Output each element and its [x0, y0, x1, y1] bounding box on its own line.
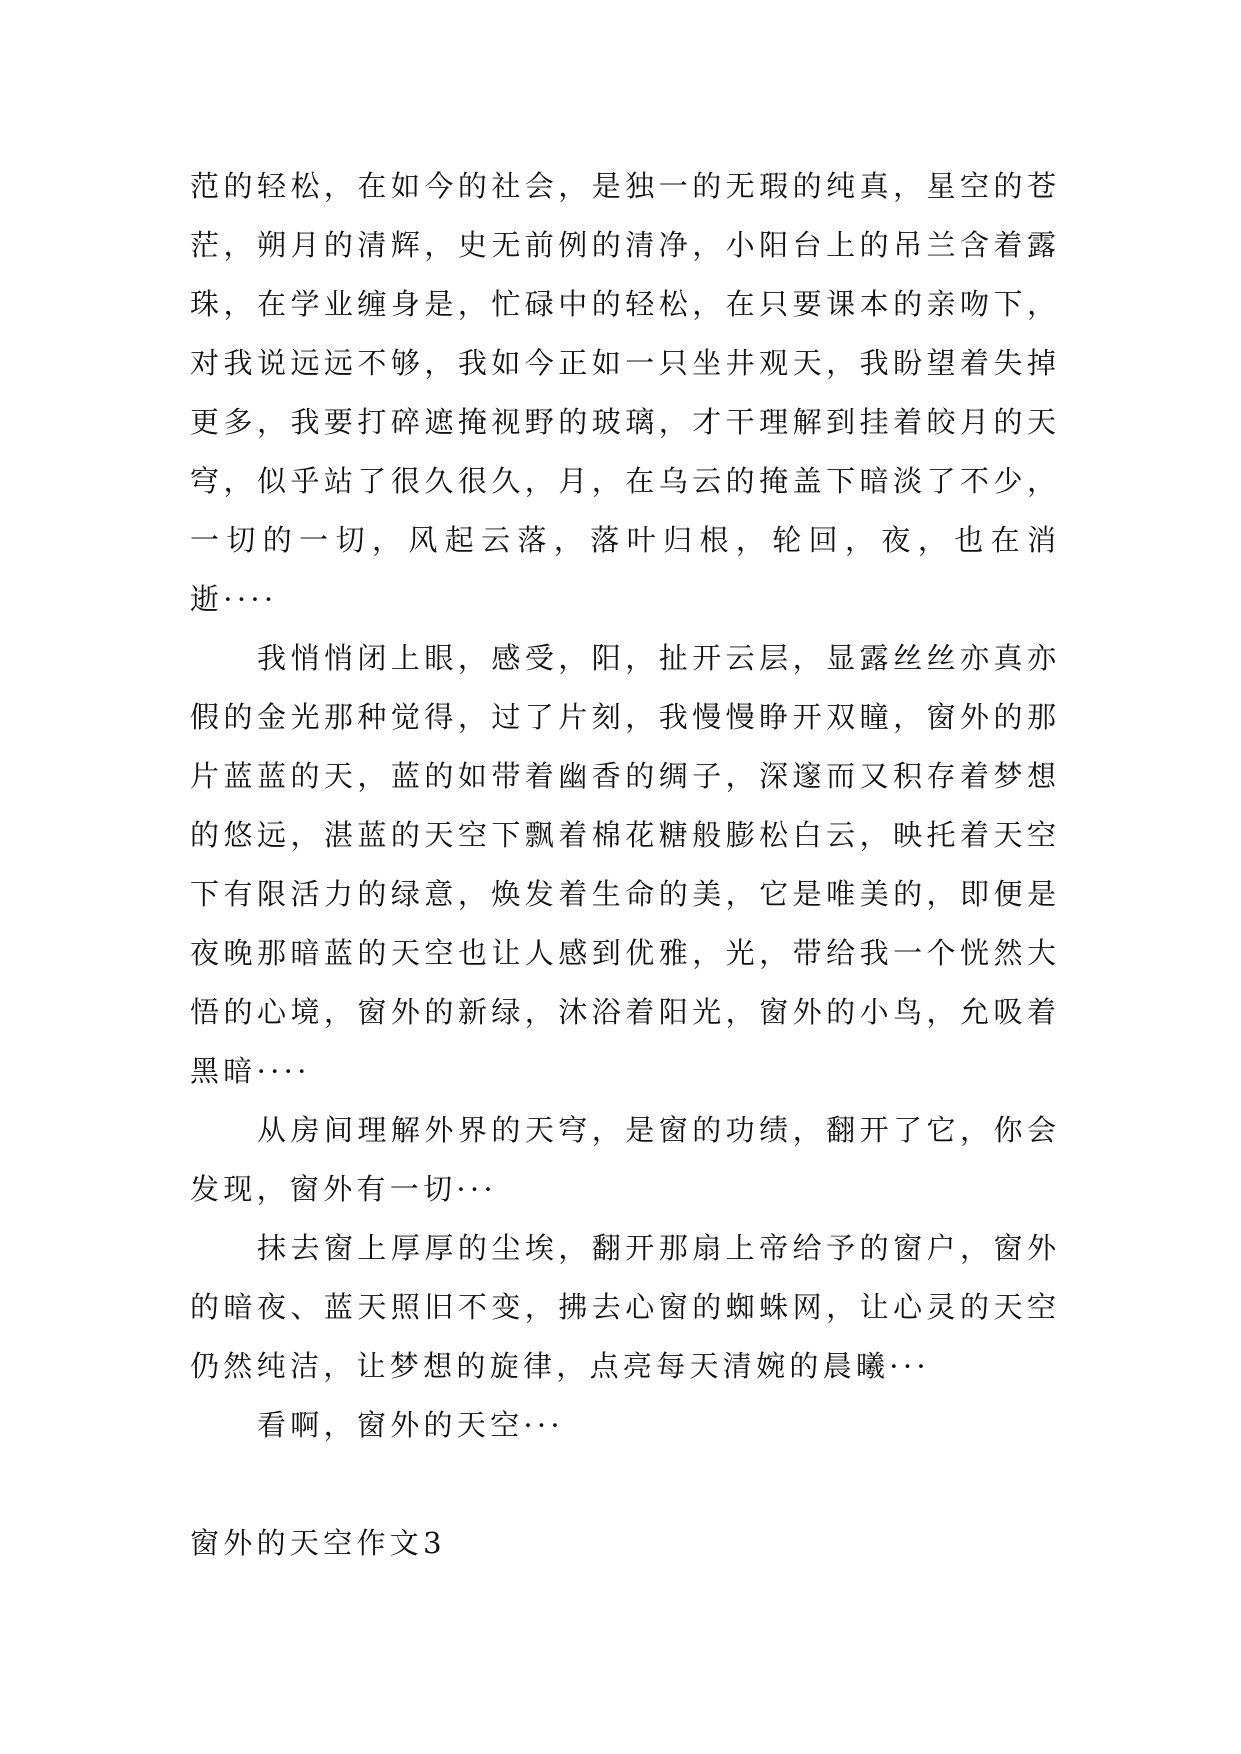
paragraph	[190, 1101, 1061, 1219]
text-line: 的悠远，湛蓝的天空下飘着棉花糖般膨松白云，映托着天空	[190, 818, 1061, 852]
paragraph	[190, 629, 1061, 1101]
text-line: 更多，我要打碎遮掩视野的玻璃，才干理解到挂着皎月的天	[190, 405, 1061, 439]
text-line: 片蓝蓝的天，蓝的如带着幽香的绸子，深邃而又积存着梦想	[190, 759, 1061, 793]
paragraph	[190, 1219, 1061, 1396]
text-line: 的暗夜、蓝天照旧不变，拂去心窗的蜘蛛网，让心灵的天空	[190, 1290, 1061, 1324]
section-heading-block	[190, 1514, 1056, 1573]
section-heading: 窗外的天空作文3	[190, 1526, 446, 1560]
text-line: 下有限活力的绿意，焕发着生命的美，它是唯美的，即便是	[190, 877, 1061, 911]
document-body	[190, 157, 1064, 1573]
text-line: 范的轻松，在如今的社会，是独一的无瑕的纯真，星空的苍	[190, 169, 1061, 203]
text-line: 夜晚那暗蓝的天空也让人感到优雅，光，带给我一个恍然大	[190, 936, 1061, 970]
paragraph	[190, 1396, 1056, 1455]
text-line: 发现，窗外有一切···	[190, 1172, 497, 1206]
text-line: 对我说远远不够，我如今正如一只坐井观天，我盼望着失掉	[190, 346, 1061, 380]
text-line: 我悄悄闭上眼，感受，阳，扯开云层，显露丝丝亦真亦	[257, 641, 1061, 675]
text-line: 穹，似乎站了很久很久，月，在乌云的掩盖下暗淡了不少，	[190, 464, 1061, 498]
text-line: 悟的心境，窗外的新绿，沐浴着阳光，窗外的小鸟，允吸着	[190, 995, 1061, 1029]
text-line: 看啊，窗外的天空···	[257, 1408, 564, 1442]
text-line: 抹去窗上厚厚的尘埃，翻开那扇上帝给予的窗户，窗外	[257, 1231, 1061, 1265]
text-line: 珠，在学业缠身是，忙碌中的轻松，在只要课本的亲吻下，	[190, 287, 1061, 321]
text-line: 仍然纯洁，让梦想的旋律，点亮每天清婉的晨曦···	[190, 1349, 930, 1383]
paragraph	[190, 157, 1064, 629]
text-line: 逝····	[190, 582, 278, 616]
text-line: 一切的一切，风起云落，落叶归根，轮回，夜，也在消	[190, 523, 1064, 557]
text-line: 假的金光那种觉得，过了片刻，我慢慢睁开双瞳，窗外的那	[190, 700, 1061, 734]
text-line: 茫，朔月的清辉，史无前例的清净，小阳台上的吊兰含着露	[190, 228, 1061, 262]
text-line: 从房间理解外界的天穹，是窗的功绩，翻开了它，你会	[257, 1113, 1061, 1147]
text-line: 黑暗····	[190, 1054, 311, 1088]
